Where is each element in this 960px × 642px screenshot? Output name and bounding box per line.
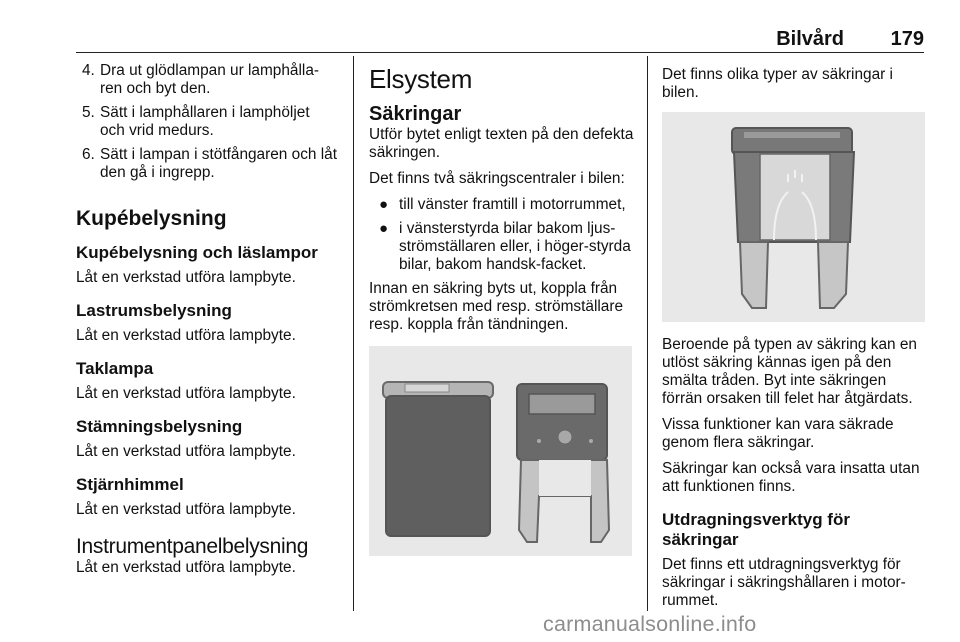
fuse-types-drawing [369,346,632,556]
subsection-title-utdragningsverktyg: Utdragningsverktyg för säkringar [662,510,850,549]
subsection-title: Stämningsbelysning [76,417,243,436]
steps-list [76,62,338,182]
step-item [76,62,338,98]
step-item [76,146,338,182]
subsection-title-sakringar: Säkringar [369,103,462,125]
header-title: Bilvård [776,28,844,50]
section-title-kupebelysning: Kupébelysning [76,207,227,230]
subsection-title: Lastrumsbelysning [76,301,232,320]
column-divider-2 [647,56,648,611]
watermark: carmanualsonline.info [543,612,757,636]
blown-fuse-illustration [662,112,925,322]
step-text: Sätt i lampan i stötfångaren och låt den gå i ingrepp. [100,146,337,181]
subsection-text: Låt en verkstad utföra lampbyte. [76,269,296,286]
fuse-types-illustration [369,346,632,556]
step-number: 4. [82,62,95,79]
subsection-title: Taklampa [76,359,154,378]
section-title-instrumentpanel: Instrumentpanelbelysning [76,535,309,558]
step-item [76,104,338,140]
bullet-icon: ● [379,196,389,213]
column-1 [76,62,338,585]
paragraph: Säkringar kan också vara insatta utan att funktionen finns. [662,460,920,495]
blown-fuse-drawing [662,112,925,322]
subsection-title: Kupébelysning och läslampor [76,243,318,262]
subsection-title: Stjärnhimmel [76,475,184,494]
list-item-text: i vänsterstyrda bilar bakom ljus-strömställaren eller, i höger-styrda bilar, bakom handsk-facket. [399,220,631,273]
bullet-list [369,196,635,274]
subsection-text: Låt en verkstad utföra lampbyte. [76,443,296,460]
section-title-elsystem: Elsystem [369,64,473,94]
column-2 [369,64,635,556]
step-number: 6. [82,146,95,163]
paragraph: Det finns två säkringscentraler i bilen: [369,170,625,187]
subsection-text: Låt en verkstad utföra lampbyte. [76,385,296,402]
page-header [76,28,924,50]
step-number: 5. [82,104,95,121]
bullet-icon: ● [379,220,389,237]
step-text: Sätt i lamphållaren i lamphöljet och vrid medurs. [100,104,310,139]
column-divider-1 [353,56,354,611]
step-text: Dra ut glödlampan ur lamphålla-ren och byt den. [100,62,320,97]
header-rule [76,52,924,53]
list-item-text: till vänster framtill i motorrummet, [399,196,626,213]
subsection-text: Låt en verkstad utföra lampbyte. [76,327,296,344]
paragraph: Beroende på typen av säkring kan en utlöst säkring kännas igen på den smälta tråden. Byt inte säkringen förrän orsaken till felet har åtgärdats. [662,336,917,407]
column-3 [662,66,928,618]
paragraph: Utför bytet enligt texten på den defekta säkringen. [369,126,634,161]
paragraph: Det finns olika typer av säkringar i bilen. [662,66,893,101]
paragraph: Vissa funktioner kan vara säkrade genom flera säkringar. [662,416,894,451]
paragraph: Innan en säkring byts ut, koppla från strömkretsen med resp. strömställare resp. koppla från tändningen. [369,280,624,333]
section-text: Låt en verkstad utföra lampbyte. [76,559,296,576]
page-number: 179 [890,28,924,50]
subsection-text: Låt en verkstad utföra lampbyte. [76,501,296,518]
list-item [369,220,635,274]
list-item [369,196,635,214]
paragraph: Det finns ett utdragningsverktyg för säkringar i säkringshållaren i motor-rummet. [662,556,906,609]
